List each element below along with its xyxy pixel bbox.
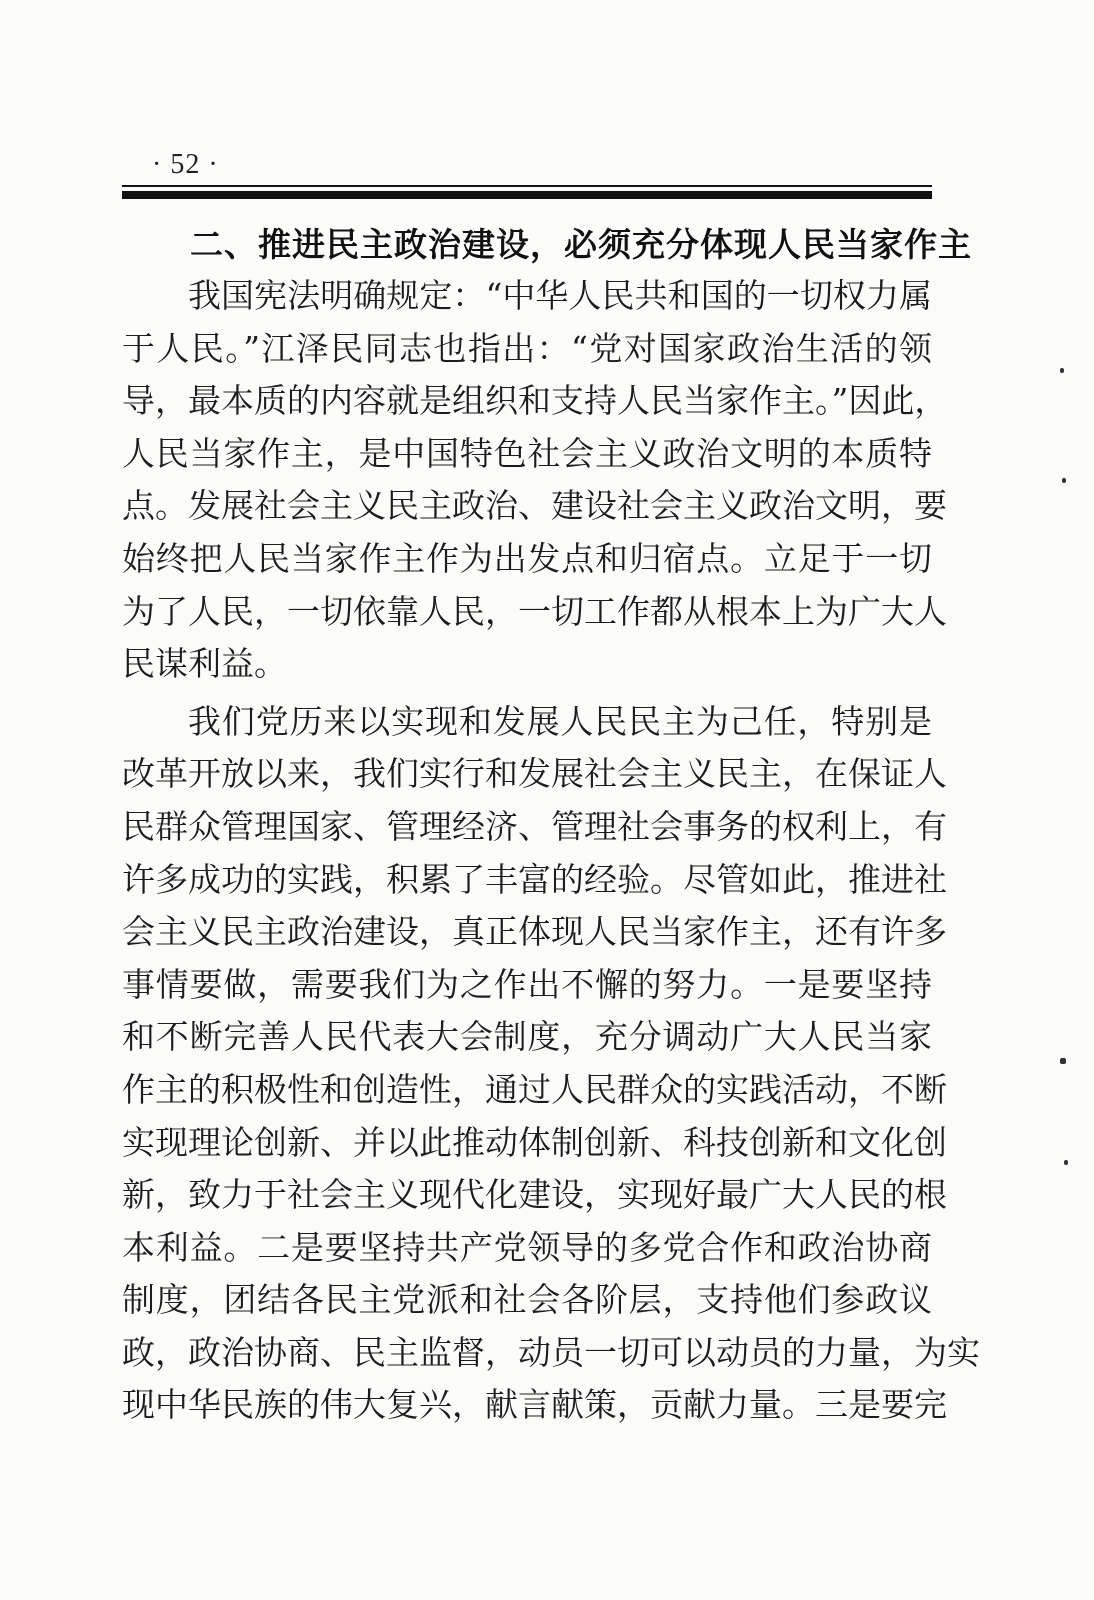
body-text: [122, 270, 980, 1432]
paragraph-2-line: 新，致力于社会主义现代化建设，实现好最广大人民的根: [122, 1175, 947, 1215]
scan-speck: [1060, 1058, 1066, 1064]
paragraph-2-line: 作主的积极性和创造性，通过人民群众的实践活动，不断: [122, 1069, 947, 1109]
scan-speck: [1064, 1160, 1068, 1165]
paragraph-2-line: 会主义民主政治建设，真正体现人民当家作主，还有许多: [122, 912, 947, 952]
paragraph-2-line: 现中华民族的伟大复兴，献言献策，贡献力量。三是要完: [122, 1385, 947, 1425]
paragraph-2-line: 许多成功的实践，积累了丰富的经验。尽管如此，推进社: [122, 859, 947, 899]
paragraph-2-line: 改革开放以来，我们实行和发展社会主义民主，在保证人: [122, 754, 947, 794]
section-heading: 二、推进民主政治建设，必须充分体现人民当家作主: [190, 225, 972, 264]
paragraph-1-line: 民谋利益。: [122, 644, 287, 684]
scan-speck: [1062, 478, 1066, 483]
paragraph-1-line: 人民当家作主，是中国特色社会主义政治文明的本质特: [122, 433, 932, 473]
paragraph-1-line: 为了人民，一切依靠人民，一切工作都从根本上为广大人: [122, 591, 947, 631]
page-header: [122, 150, 932, 180]
paragraph-1-line: 我国宪法明确规定：“中华人民共和国的一切权力属: [188, 276, 932, 315]
paragraph-1-line: 点。发展社会主义民主政治、建设社会主义政治文明，要: [122, 486, 947, 526]
paragraph-2-line: 实现理论创新、并以此推动体制创新、科技创新和文化创: [122, 1122, 947, 1162]
paragraph-2-line: 民群众管理国家、管理经济、管理社会事务的权利上，有: [122, 806, 947, 846]
paragraph-2-line: 我们党历来以实现和发展人民民主为己任，特别是: [188, 701, 932, 741]
paragraph-2-line: 和不断完善人民代表大会制度，充分调动广大人民当家: [122, 1017, 932, 1057]
paragraph-2-line: 制度，团结各民主党派和社会各阶层，支持他们参政议: [122, 1280, 932, 1320]
paragraph-1-line: 导，最本质的内容就是组织和支持人民当家作主。”因此，: [122, 381, 948, 421]
paragraph-1-line: 于人民。”江泽民同志也指出：“党对国家政治生活的领: [122, 328, 932, 368]
paragraph-2-line: 事情要做，需要我们为之作出不懈的努力。一是要坚持: [122, 964, 932, 1004]
paragraph-1-line: 始终把人民当家作主作为出发点和归宿点。立足于一切: [122, 538, 932, 578]
page-number: · 52 ·: [152, 149, 219, 180]
paragraph-2-line: 本利益。二是要坚持共产党领导的多党合作和政治协商: [122, 1227, 932, 1267]
header-rule-thin: [122, 185, 932, 187]
paragraph-2-line: 政，政治协商、民主监督，动员一切可以动员的力量，为实: [122, 1332, 980, 1372]
scan-speck: [1060, 368, 1064, 373]
header-rule-thick: [122, 191, 932, 199]
